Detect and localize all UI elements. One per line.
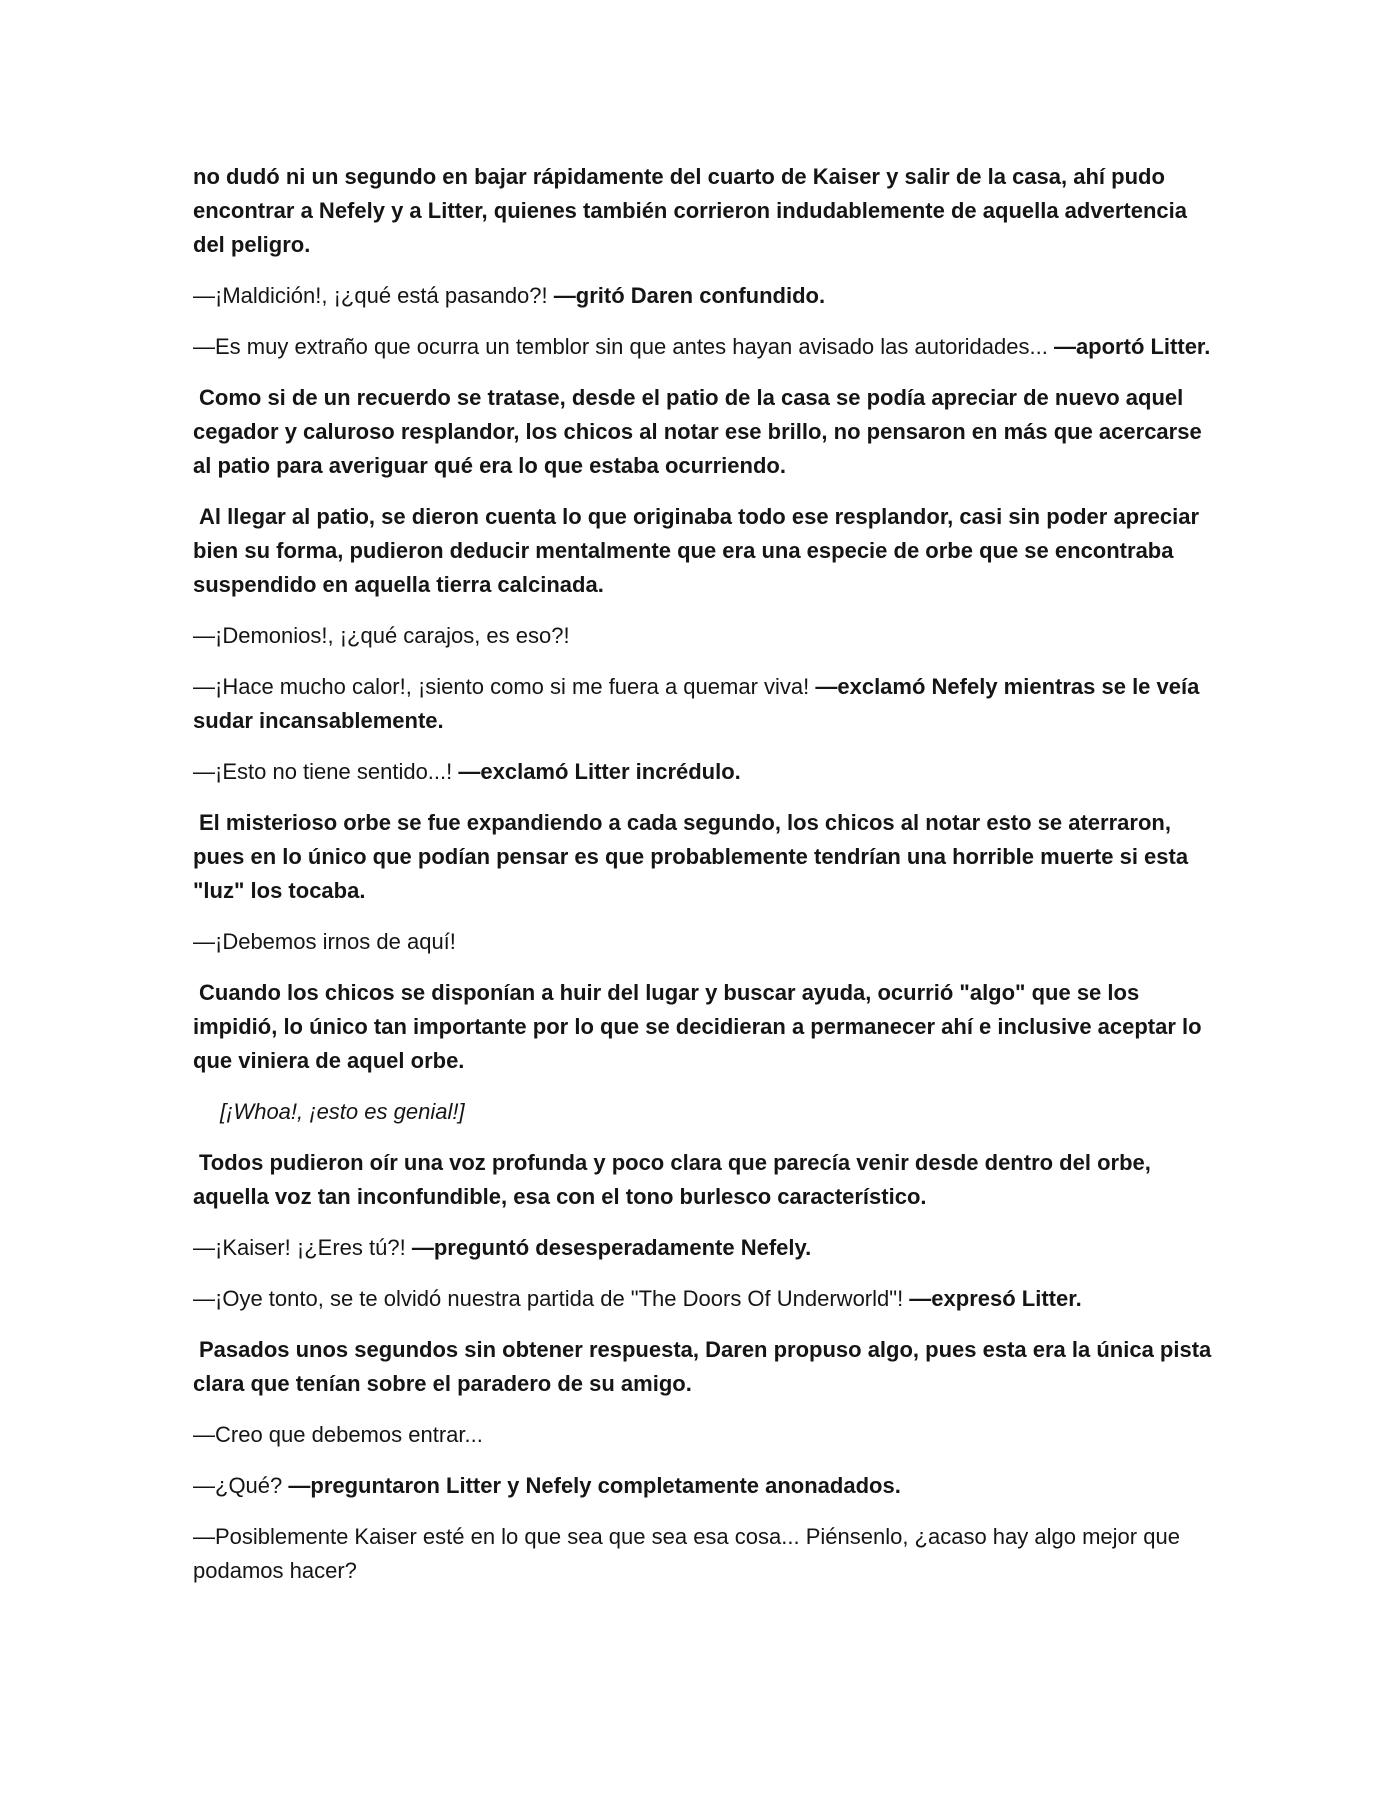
dialogue-speech: —¡Hace mucho calor!, ¡siento como si me fuera a quemar viva! xyxy=(193,674,816,699)
dialogue-speech: —¡Oye tonto, se te olvidó nuestra partida de "The Doors Of Underworld"! xyxy=(193,1286,910,1311)
narrative-paragraph: Todos pudieron oír una voz profunda y poco clara que parecía venir desde dentro del orbe, aquella voz tan inconfundible, esa con el tono burlesco característico. xyxy=(193,1150,1151,1209)
dialogue-speech: —Creo que debemos entrar... xyxy=(193,1422,483,1447)
narrative-paragraph: Como si de un recuerdo se tratase, desde el patio de la casa se podía apreciar de nuevo aquel cegador y caluroso resplandor, los chicos al notar ese brillo, no pensaron en más que acercarse al patio para averiguar qué era lo que estaba ocurriendo. xyxy=(193,385,1202,478)
dialogue-speech: —¡Maldición!, ¡¿qué está pasando?! xyxy=(193,283,554,308)
dialogue-paragraph xyxy=(193,1418,1213,1452)
dialogue-speech: —¡Debemos irnos de aquí! xyxy=(193,929,456,954)
dialogue-paragraph xyxy=(193,1282,1213,1316)
dialogue-speech: —¡Kaiser! ¡¿Eres tú?! xyxy=(193,1235,412,1260)
dialogue-speech: —¡Demonios!, ¡¿qué carajos, es eso?! xyxy=(193,623,570,648)
italic-voice-line: [¡Whoa!, ¡esto es genial!] xyxy=(220,1099,465,1124)
narrative-paragraph: Cuando los chicos se disponían a huir del lugar y buscar ayuda, ocurrió "algo" que se los impidió, lo único tan importante por lo que se decidieran a permanecer ahí e inclusive aceptar lo que viniera de aquel orbe. xyxy=(193,980,1202,1073)
dialogue-speech: —Es muy extraño que ocurra un temblor sin que antes hayan avisado las autoridades... xyxy=(193,334,1054,359)
dialogue-paragraph xyxy=(193,1520,1213,1588)
document-body xyxy=(193,160,1213,1605)
dialogue-paragraph xyxy=(193,925,1213,959)
narrative-paragraph: no dudó ni un segundo en bajar rápidamente del cuarto de Kaiser y salir de la casa, ahí pudo encontrar a Nefely y a Litter, quienes también corrieron indudablemente de aquella advertencia del peligro. xyxy=(193,164,1187,257)
dialogue-tag: —gritó Daren confundido. xyxy=(553,283,826,308)
dialogue-paragraph xyxy=(193,330,1213,364)
dialogue-paragraph xyxy=(193,619,1213,653)
dialogue-tag: —exclamó Nefely mientras se le veía sudar incansablemente. xyxy=(193,674,1200,733)
dialogue-paragraph xyxy=(193,1231,1213,1265)
dialogue-speech: —Posiblemente Kaiser esté en lo que sea que sea esa cosa... Piénsenlo, ¿acaso hay algo mejor que podamos hacer? xyxy=(193,1524,1180,1583)
dialogue-tag: —aportó Litter. xyxy=(1053,334,1211,359)
dialogue-speech: —¡Esto no tiene sentido...! xyxy=(193,759,459,784)
dialogue-tag: —expresó Litter. xyxy=(909,1286,1082,1311)
narrative-paragraph: El misterioso orbe se fue expandiendo a cada segundo, los chicos al notar esto se aterraron, pues en lo único que podían pensar es que probablemente tendrían una horrible muerte si esta "luz" los tocaba. xyxy=(193,810,1189,903)
dialogue-tag: —exclamó Litter incrédulo. xyxy=(458,759,741,784)
dialogue-paragraph xyxy=(193,755,1213,789)
dialogue-paragraph xyxy=(193,279,1213,313)
narrative-paragraph: Pasados unos segundos sin obtener respuesta, Daren propuso algo, pues esta era la única pista clara que tenían sobre el paradero de su amigo. xyxy=(193,1337,1212,1396)
dialogue-tag: —preguntó desesperadamente Nefely. xyxy=(411,1235,812,1260)
dialogue-paragraph xyxy=(193,1469,1213,1503)
dialogue-tag: —preguntaron Litter y Nefely completamente anonadados. xyxy=(288,1473,901,1498)
dialogue-paragraph xyxy=(193,670,1213,738)
dialogue-speech: —¿Qué? xyxy=(193,1473,289,1498)
narrative-paragraph: Al llegar al patio, se dieron cuenta lo que originaba todo ese resplandor, casi sin poder apreciar bien su forma, pudieron deducir mentalmente que era una especie de orbe que se encontraba suspendido en aquella tierra calcinada. xyxy=(193,504,1200,597)
